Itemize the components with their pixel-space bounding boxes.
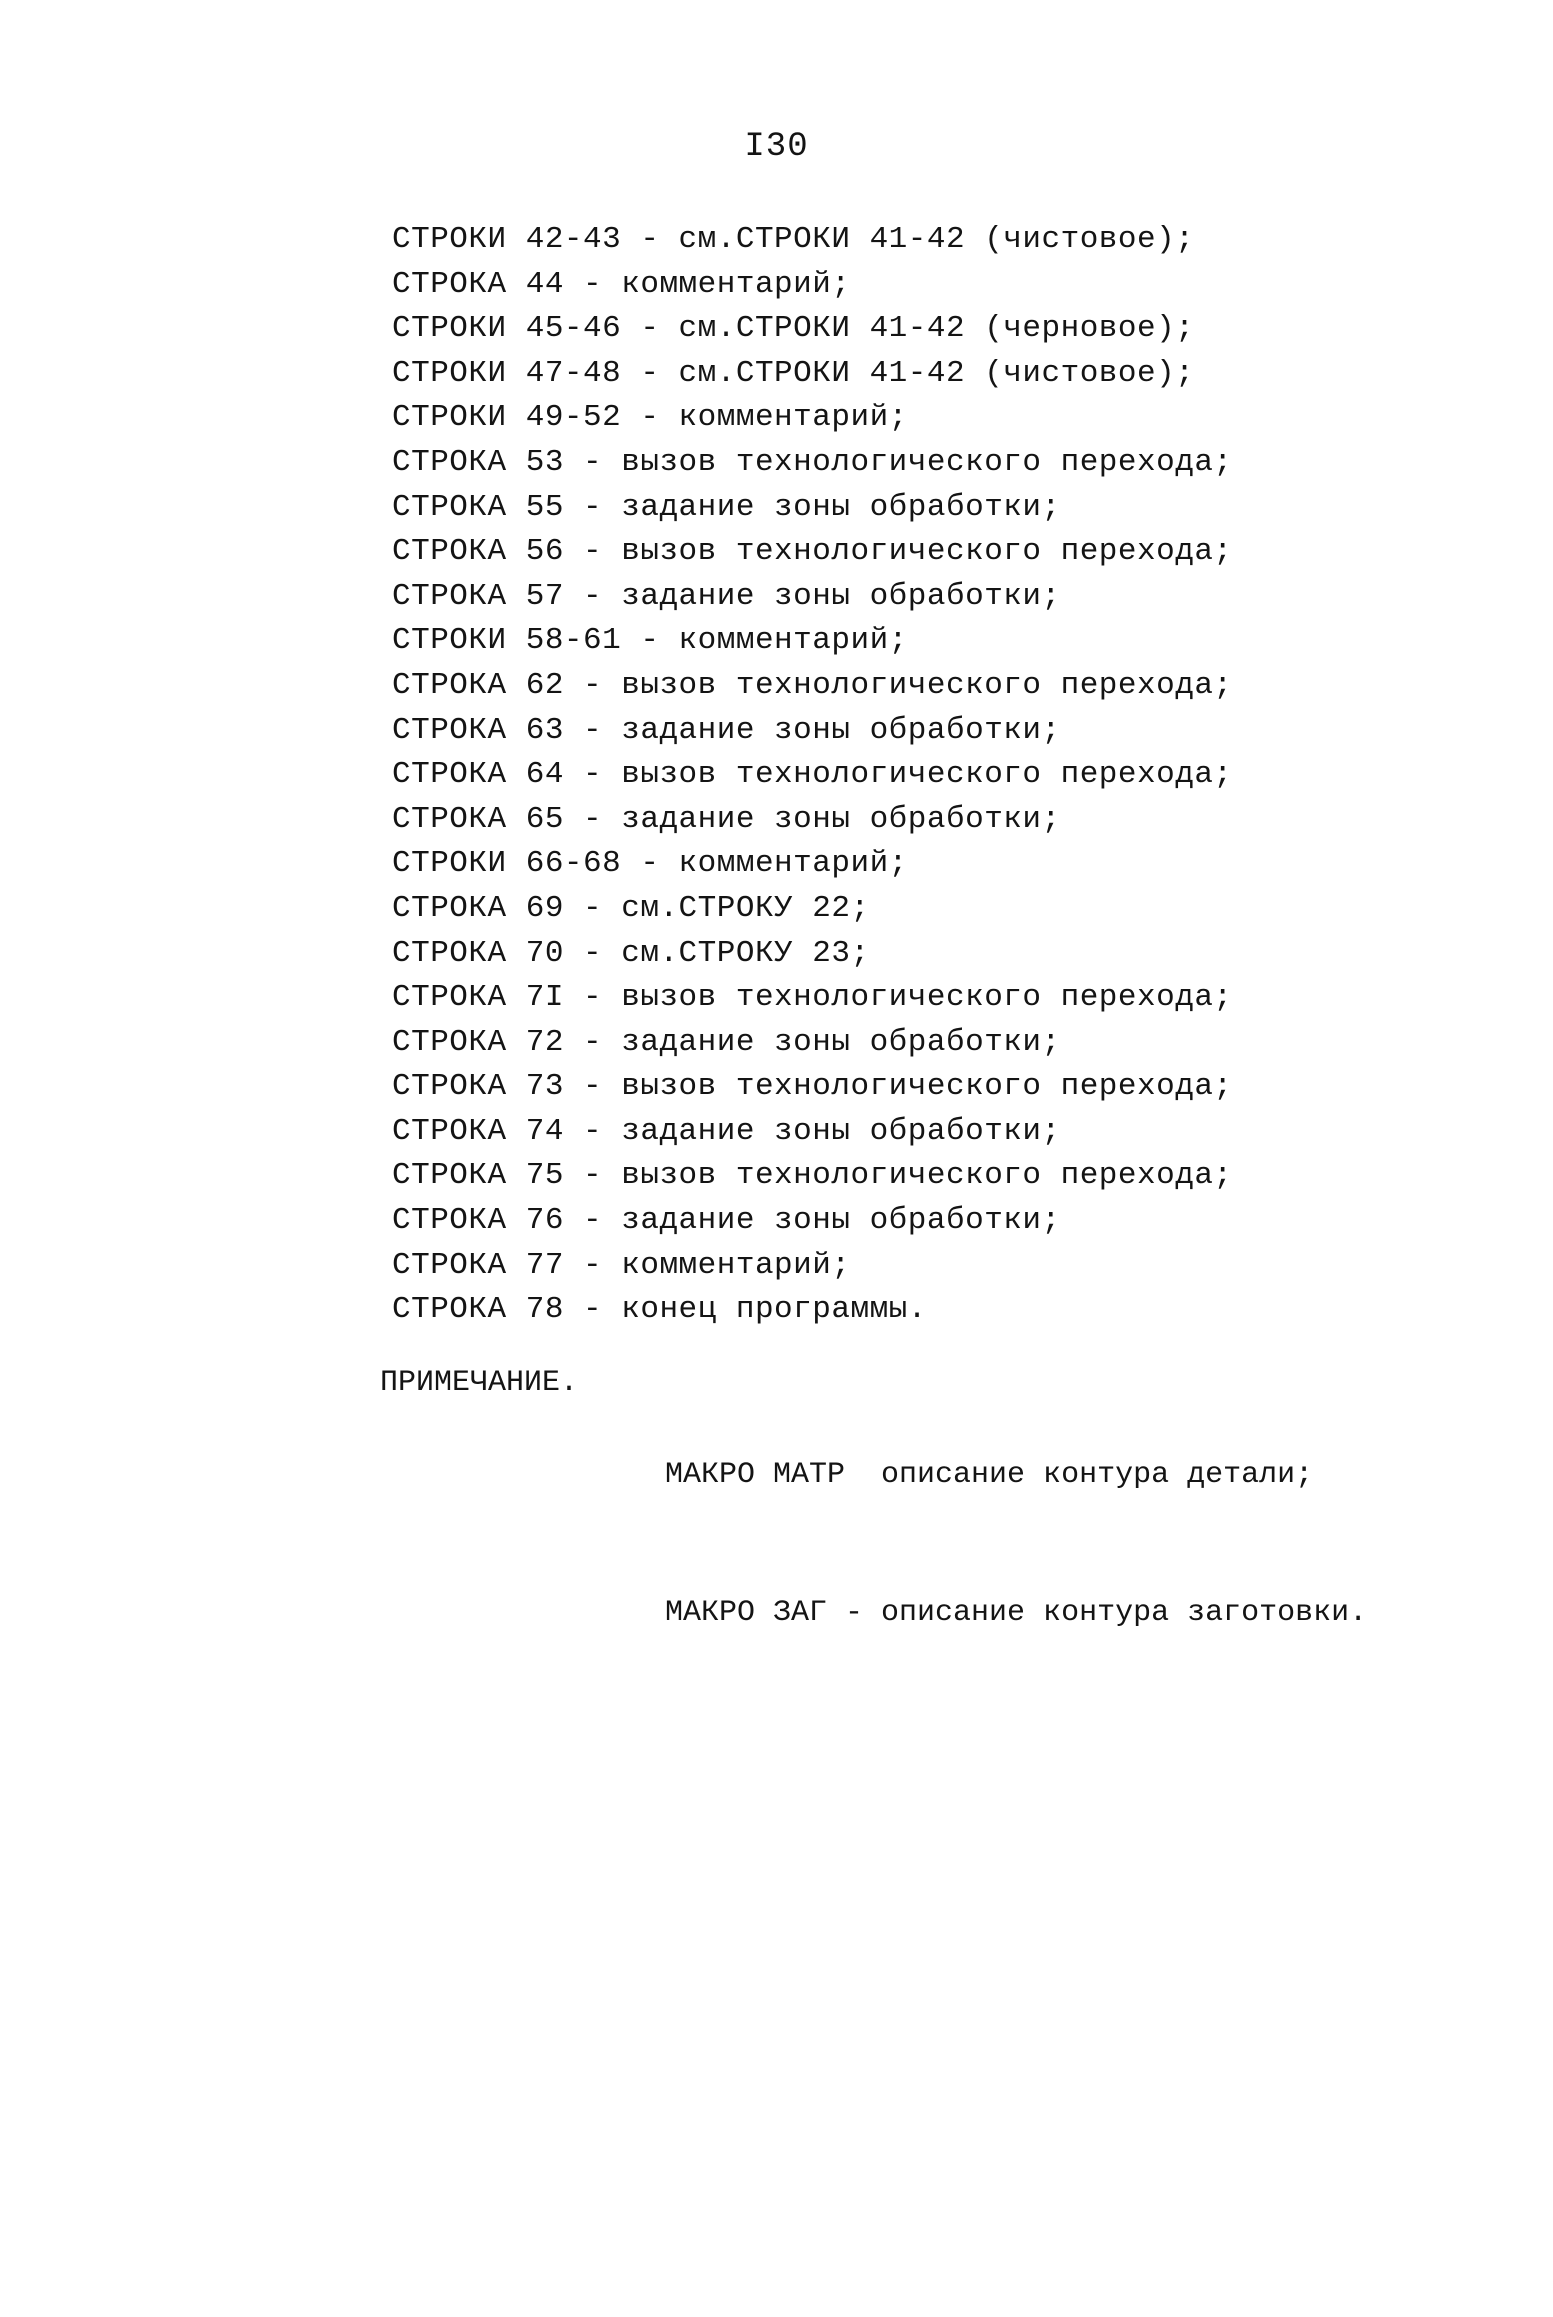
- note-label: ПРИМЕЧАНИЕ.: [380, 1366, 579, 1400]
- list-item: СТРОКИ 42-43 - см.СТРОКИ 41-42 (чистовое);: [392, 222, 1195, 257]
- list-item: СТРОКА 76 - задание зоны обработки;: [392, 1203, 1061, 1239]
- list-item: СТРОКИ 47-48 - см.СТРОКИ 41-42 (чистовое);: [392, 355, 1195, 391]
- list-item: СТРОКА 70 - см.СТРОКУ 23;: [392, 935, 870, 971]
- list-item: СТРОКА 44 - комментарий;: [392, 266, 851, 302]
- list-item: СТРОКА 64 - вызов технологического перехода;: [392, 757, 1233, 793]
- list-item: СТРОКА 55 - задание зоны обработки;: [392, 489, 1061, 525]
- note-item: МАКРО ЗАГ - описание контура заготовки.: [665, 1596, 1368, 1630]
- list-item: СТРОКА 63 - задание зоны обработки;: [392, 712, 1061, 748]
- list-item: СТРОКА 73 - вызов технологического перехода;: [392, 1069, 1233, 1105]
- list-item: СТРОКА 57 - задание зоны обработки;: [392, 578, 1061, 614]
- note-item-list: [665, 1360, 1367, 1728]
- list-item: СТРОКА 78 - конец программы.: [392, 1292, 927, 1328]
- list-item: СТРОКА 77 - комментарий;: [392, 1247, 851, 1283]
- list-item: СТРОКИ 49-52 - комментарий;: [392, 400, 908, 436]
- list-item: СТРОКА 62 - вызов технологического перехода;: [392, 667, 1233, 703]
- list-item: СТРОКА 75 - вызов технологического перехода;: [392, 1158, 1233, 1194]
- page-number: I30: [744, 128, 809, 166]
- list-item: СТРОКА 56 - вызов технологического перехода;: [392, 534, 1233, 570]
- list-item: СТРОКИ 45-46 - см.СТРОКИ 41-42 (черновое);: [392, 311, 1195, 347]
- list-item: СТРОКИ 58-61 - комментарий;: [392, 623, 908, 659]
- program-line-list: [392, 218, 1233, 1333]
- list-item: СТРОКА 69 - см.СТРОКУ 22;: [392, 890, 870, 926]
- list-item: СТРОКА 7I - вызов технологического перехода;: [392, 980, 1233, 1016]
- note-block: [380, 1360, 1368, 1630]
- list-item: СТРОКИ 66-68 - комментарий;: [392, 846, 908, 882]
- list-item: СТРОКА 72 - задание зоны обработки;: [392, 1024, 1061, 1060]
- list-item: СТРОКА 74 - задание зоны обработки;: [392, 1113, 1061, 1149]
- list-item: СТРОКА 53 - вызов технологического перехода;: [392, 444, 1233, 480]
- note-item: МАКРО МАТР описание контура детали;: [665, 1458, 1314, 1492]
- list-item: СТРОКА 65 - задание зоны обработки;: [392, 801, 1061, 837]
